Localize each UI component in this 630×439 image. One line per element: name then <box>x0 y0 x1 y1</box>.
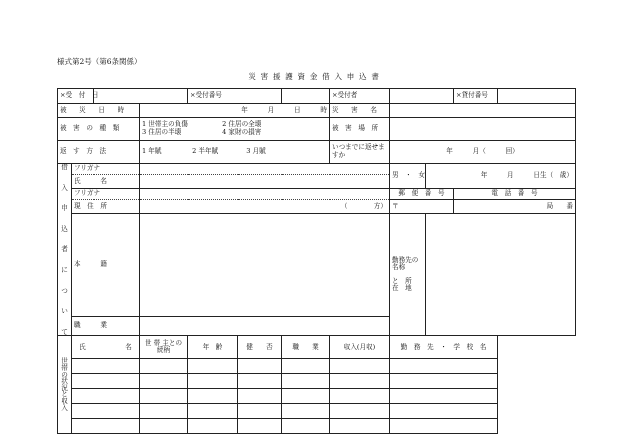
household-cell[interactable] <box>72 359 140 374</box>
household-cell[interactable] <box>390 419 498 434</box>
occupation-field[interactable] <box>140 317 390 336</box>
workplace-label: 勤務先の名称 と 所 在 地 <box>390 214 426 336</box>
household-cell[interactable] <box>282 419 330 434</box>
household-cell[interactable] <box>72 389 140 404</box>
household-side-label: 世 帯 の 状 況 と 収 入 <box>58 336 72 434</box>
disaster-name-field[interactable] <box>390 104 576 118</box>
household-cell[interactable] <box>140 359 188 374</box>
receiver-label: ×受付者 <box>330 89 390 104</box>
household-col-health: 健 否 <box>238 336 282 359</box>
furigana-field[interactable] <box>140 164 390 175</box>
damage-type-option[interactable]: 3 住居の半壊 <box>142 128 182 136</box>
household-cell[interactable] <box>390 404 498 419</box>
form-number: 様式第2号（第6条関係） <box>57 57 142 66</box>
repayment-row <box>58 141 576 164</box>
phone-label: 電 話 番 号 <box>454 189 576 200</box>
domicile-field[interactable] <box>140 214 390 317</box>
repayment-option[interactable]: 1 年賦 <box>142 147 162 156</box>
repayment-method-label: 返 す 方 法 <box>58 141 140 164</box>
damage-type-label: 被 害 の 種 類 <box>58 118 140 141</box>
household-row <box>58 359 576 374</box>
phone-field[interactable]: 局 番 <box>454 200 576 214</box>
household-cell[interactable] <box>238 404 282 419</box>
damage-type-option[interactable]: 2 住居の全壊 <box>222 120 262 129</box>
loan-number-label: ×貸付番号 <box>454 89 498 104</box>
household-cell[interactable] <box>188 419 238 434</box>
household-col-age: 年 齢 <box>188 336 238 359</box>
household-cell[interactable] <box>330 389 390 404</box>
household-cell[interactable] <box>330 374 390 389</box>
repayment-method-options[interactable] <box>140 141 330 164</box>
household-cell[interactable] <box>238 374 282 389</box>
household-cell[interactable] <box>282 404 330 419</box>
domicile-label: 本 籍 <box>72 214 140 317</box>
applicant-address-furigana-row <box>58 189 576 200</box>
household-cell[interactable] <box>188 404 238 419</box>
repay-until-field[interactable]: 年 月（ 回） <box>390 141 576 164</box>
damage-type-option[interactable]: 4 家財の損害 <box>222 128 262 136</box>
household-col-occupation: 職 業 <box>282 336 330 359</box>
household-col-name: 氏 名 <box>72 336 140 359</box>
household-cell[interactable] <box>188 389 238 404</box>
receipt-date-field[interactable] <box>94 89 188 104</box>
household-col-income: 収入(月収) <box>330 336 390 359</box>
household-cell[interactable] <box>390 374 498 389</box>
workplace-field[interactable] <box>426 214 576 336</box>
household-cell[interactable] <box>238 389 282 404</box>
address-field[interactable]: （ 方） <box>140 200 390 214</box>
household-cell[interactable] <box>238 359 282 374</box>
household-row <box>58 419 576 434</box>
household-cell[interactable] <box>238 419 282 434</box>
occupation-label: 職 業 <box>72 317 140 336</box>
household-cell[interactable] <box>282 389 330 404</box>
household-row <box>58 374 576 389</box>
loan-application-form <box>57 88 576 434</box>
disaster-name-label: 災 害 名 <box>330 104 390 118</box>
household-cell[interactable] <box>140 419 188 434</box>
name-field[interactable] <box>140 175 390 189</box>
receipt-number-label: ×受付番号 <box>188 89 282 104</box>
damage-place-label: 被 害 場 所 <box>330 118 390 141</box>
household-cell[interactable] <box>390 359 498 374</box>
household-cell[interactable] <box>72 419 140 434</box>
damage-place-field[interactable] <box>390 118 576 141</box>
household-cell[interactable] <box>390 389 498 404</box>
household-cell[interactable] <box>140 404 188 419</box>
household-col-workplace: 勤 務 先 ・ 学 校 名 <box>390 336 498 359</box>
damage-type-options[interactable] <box>140 118 330 141</box>
disaster-date-label: 被 災 日 時 <box>58 104 140 118</box>
household-cell[interactable] <box>282 359 330 374</box>
applicant-furigana-row <box>58 164 576 175</box>
household-cell[interactable] <box>330 419 390 434</box>
address-label: 現 住 所 <box>72 200 140 214</box>
damage-type-option[interactable]: 1 世帯主の負傷 <box>142 120 188 129</box>
damage-type-row <box>58 118 576 141</box>
name-label: 氏 名 <box>72 175 140 189</box>
applicant-domicile-row <box>58 214 576 317</box>
receiver-field[interactable] <box>390 89 454 104</box>
household-cell[interactable] <box>282 374 330 389</box>
household-cell[interactable] <box>330 404 390 419</box>
repayment-option[interactable]: 3 月賦 <box>246 147 266 156</box>
postal-code-label: 郵 便 番 号 <box>390 189 454 200</box>
household-header-row <box>58 336 576 359</box>
household-cell[interactable] <box>140 389 188 404</box>
furigana-label: フリガナ <box>72 164 140 175</box>
receipt-number-field[interactable] <box>282 89 330 104</box>
applicant-side-label: 借 入 申 込 者 に つ い て <box>58 164 72 336</box>
loan-number-field[interactable] <box>498 89 576 104</box>
receipt-row <box>58 89 576 104</box>
address-furigana-field[interactable] <box>140 189 390 200</box>
household-row <box>58 389 576 404</box>
household-cell[interactable] <box>140 374 188 389</box>
birthdate-field[interactable]: 年 月 日生（ 歳） <box>426 164 576 189</box>
household-cell[interactable] <box>72 374 140 389</box>
household-row <box>58 404 576 419</box>
page-title: 災害援護資金借入申込書 <box>248 72 384 81</box>
repayment-option[interactable]: 2 半年賦 <box>192 147 219 156</box>
disaster-date-row <box>58 104 576 118</box>
postal-code-field[interactable]: 〒 <box>390 200 454 214</box>
repay-until-label: いつまでに返せますか <box>330 141 390 164</box>
receipt-date-label: ×受 付 日 <box>58 89 94 104</box>
disaster-date-field[interactable]: 年 月 日 時 <box>140 104 330 118</box>
household-cell[interactable] <box>330 359 390 374</box>
household-col-relation: 世 帯 主との続柄 <box>140 336 188 359</box>
household-cell[interactable] <box>72 404 140 419</box>
household-cell[interactable] <box>188 374 238 389</box>
household-cell[interactable] <box>188 359 238 374</box>
address-furigana-label: フリガナ <box>72 189 140 200</box>
applicant-address-row <box>58 200 576 214</box>
sex-select[interactable]: 男 ・ 女 <box>390 164 426 189</box>
